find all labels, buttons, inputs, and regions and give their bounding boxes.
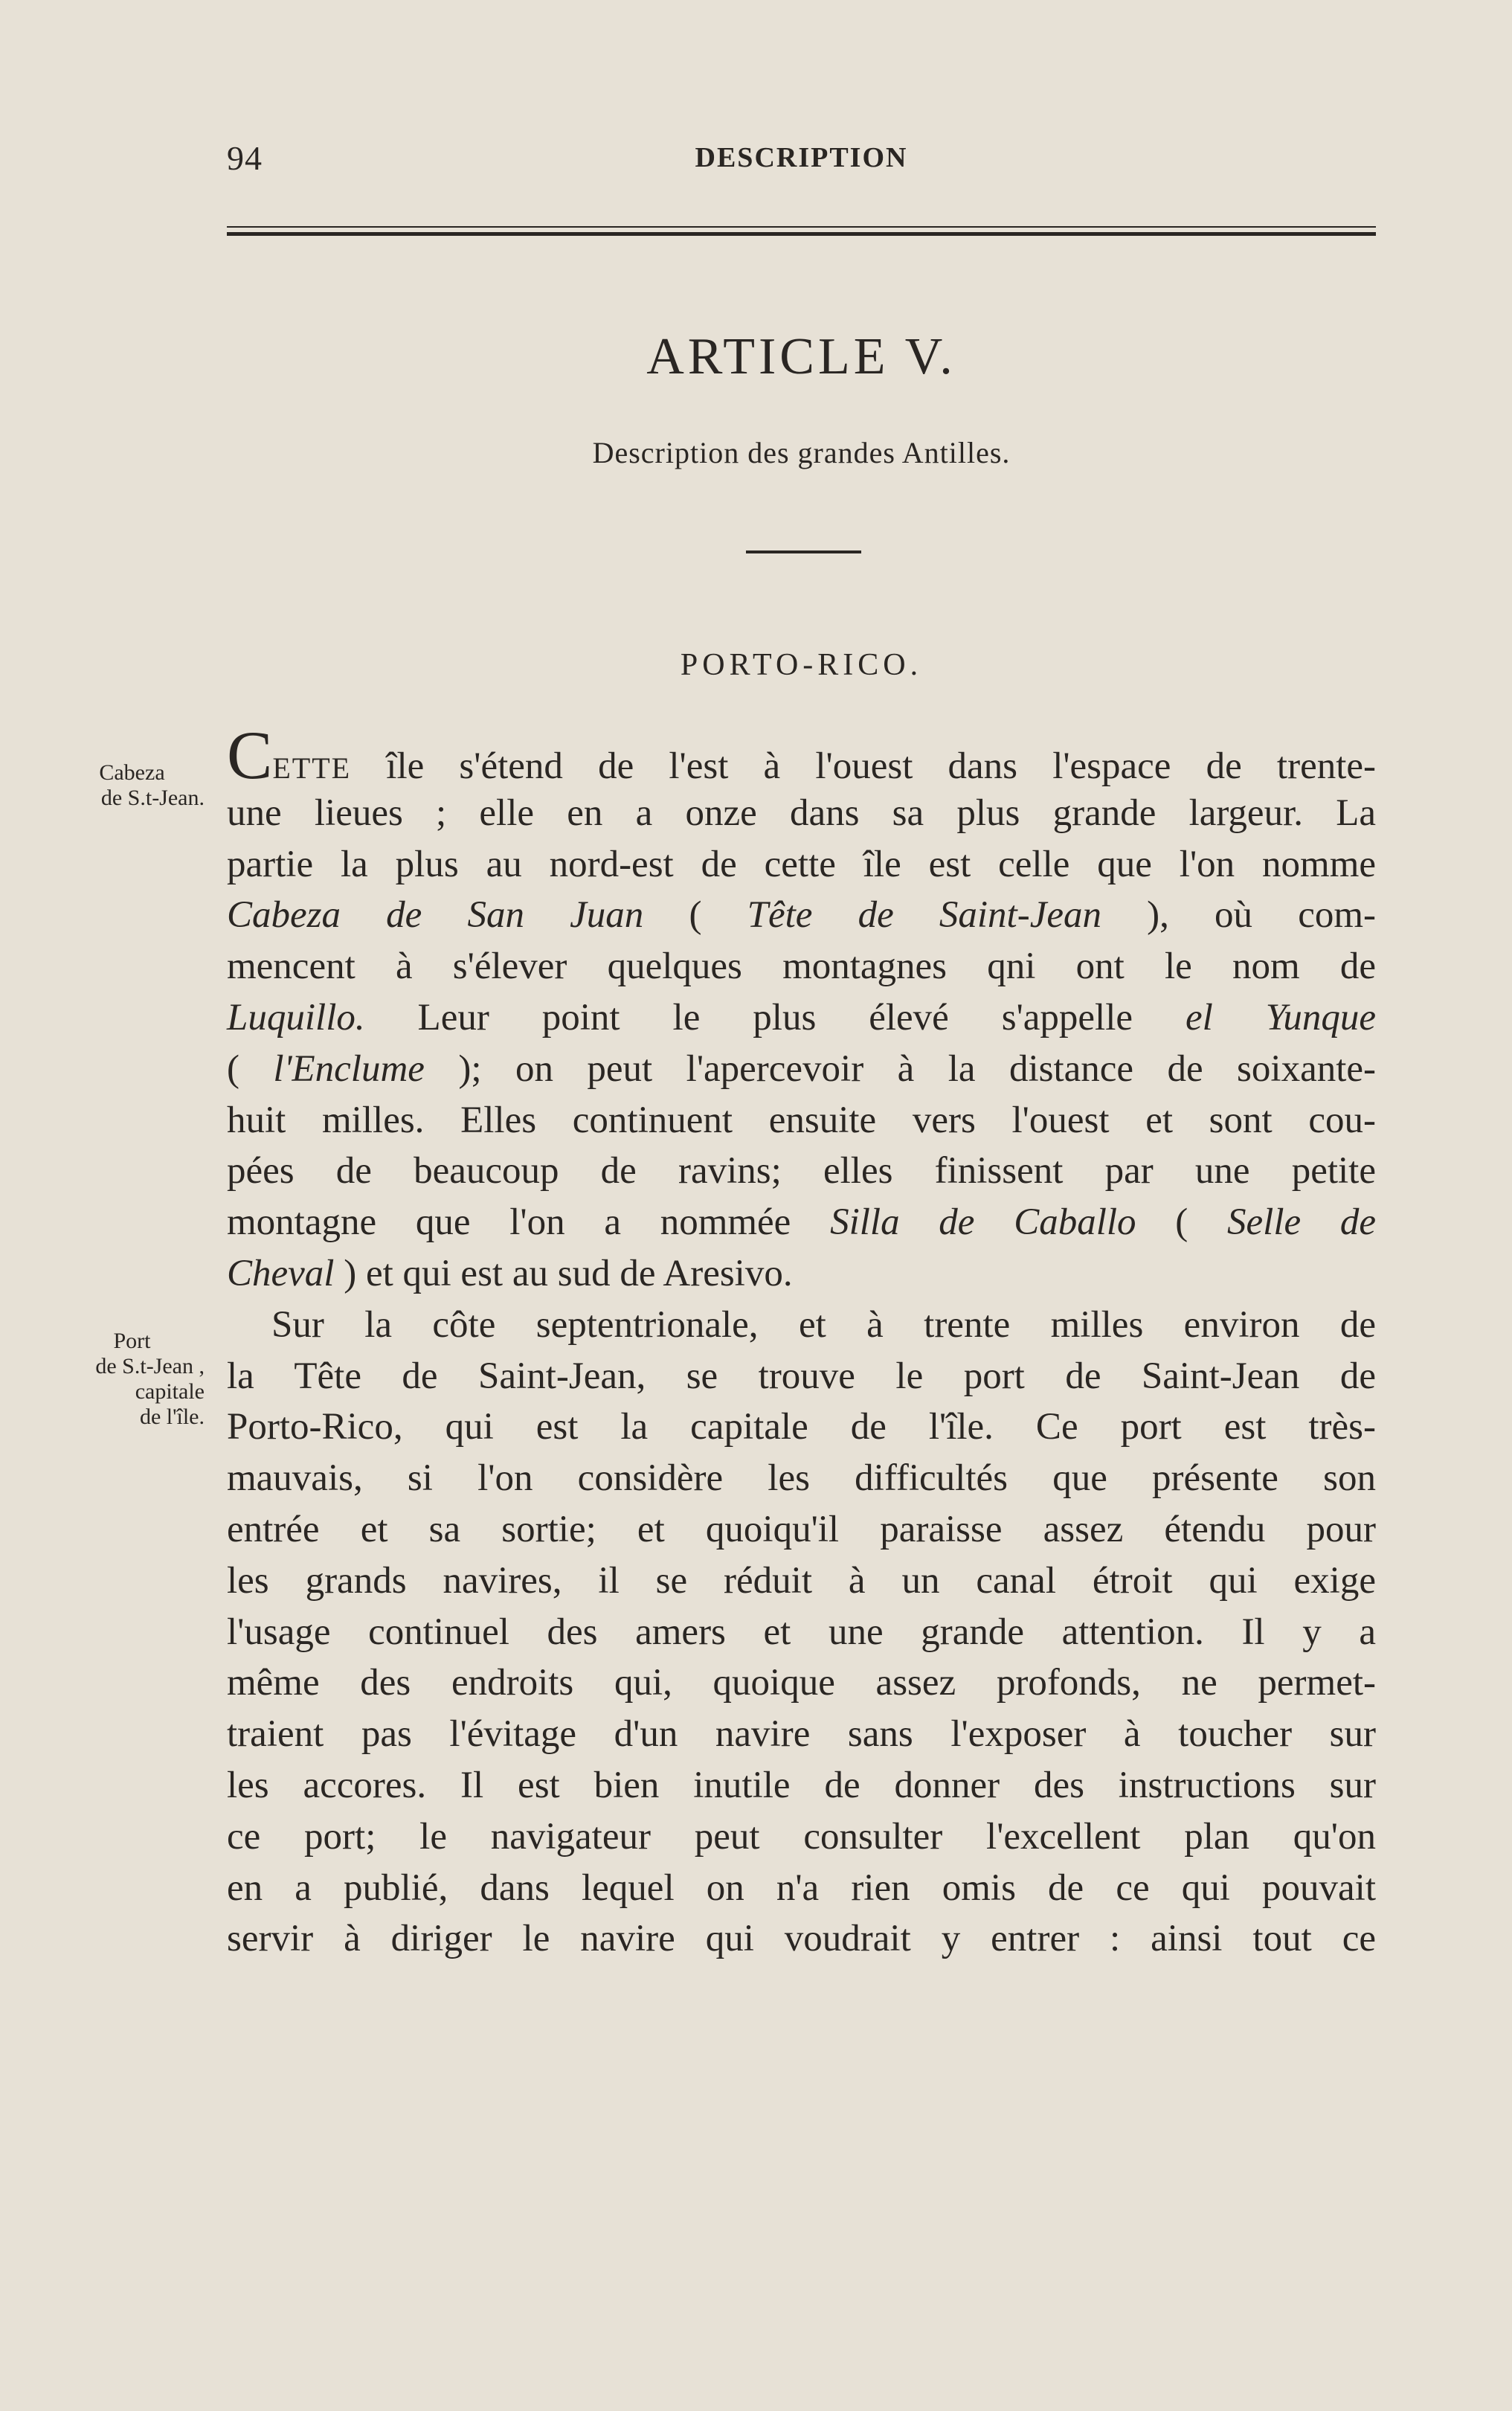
text-segment: ), où com- <box>1101 894 1377 937</box>
margin-note-line: de S.t-Jean. <box>100 786 205 810</box>
text-segment: Silla de Caballo <box>830 1201 1136 1244</box>
section-divider <box>746 550 861 553</box>
page-header <box>227 138 1376 183</box>
text-segment: ( <box>1136 1201 1228 1244</box>
text-line: mauvais, si l'on considère les difficultés que présente son <box>227 1457 1376 1500</box>
text-segment: ( <box>643 894 747 937</box>
text-line <box>227 1197 1376 1248</box>
text-line: huit milles. Elles continuent ensuite vers l'ouest et sont cou- <box>227 1099 1376 1141</box>
text-segment: el Yunque <box>1185 996 1377 1038</box>
margin-note-line: Cabeza <box>99 760 165 785</box>
text-line: l'usage continuel des amers et une grande attention. Il y a <box>227 1611 1376 1653</box>
margin-note-cabeza <box>30 760 205 811</box>
margin-note-port <box>30 1329 205 1430</box>
text-segment: ) et qui est au sud de Aresivo. <box>334 1252 793 1294</box>
text-segment: Tête de Saint-Jean <box>747 894 1101 937</box>
text-segment: Cheval <box>227 1252 335 1294</box>
text-line: partie la plus au nord-est de cette île est celle que l'on nomme <box>227 843 1376 885</box>
text-line <box>227 992 1376 1044</box>
text-line <box>227 717 1376 793</box>
text-line: ce port; le navigateur peut consulter l'excellent plan qu'on <box>227 1815 1376 1858</box>
margin-note-line: de S.t-Jean , <box>95 1354 205 1378</box>
text-line: entrée et sa sortie; et quoiqu'il paraisse assez étendu pour <box>227 1508 1376 1550</box>
text-line: pées de beaucoup de ravins; elles finissent par une petite <box>227 1150 1376 1192</box>
text-segment: ETTE <box>272 751 352 785</box>
margin-note-line: Port <box>113 1329 151 1353</box>
text-segment: Luquillo. <box>227 996 365 1038</box>
text-line: servir à diriger le navire qui voudrait y entrer : ainsi tout ce <box>227 1918 1376 1960</box>
text-line: les accores. Il est bien inutile de donner des instructions sur <box>227 1764 1376 1806</box>
text-segment: Leur point le plus élevé s'appelle <box>364 996 1186 1038</box>
page-number: 94 <box>227 139 263 177</box>
margin-note-line: de l'île. <box>139 1404 205 1429</box>
text-line: traient pas l'évitage d'un navire sans l'exposer à toucher sur <box>227 1713 1376 1756</box>
running-head: DESCRIPTION <box>695 142 908 173</box>
drop-cap: C <box>227 717 273 793</box>
text-line <box>227 890 1376 941</box>
body-text <box>227 717 1377 1965</box>
text-segment: l'Enclume <box>273 1047 425 1090</box>
text-line <box>227 1044 1376 1095</box>
article-subtitle: Description des grandes Antilles. <box>592 436 1011 469</box>
header-rule-thin <box>227 226 1376 228</box>
text-line: Porto-Rico, qui est la capitale de l'île. Ce port est très- <box>227 1406 1376 1448</box>
text-segment: Cabeza de San Juan <box>227 894 644 937</box>
text-segment: Selle de <box>1227 1201 1377 1244</box>
text-segment: ); on peut l'apercevoir à la distance de soixante- <box>424 1047 1376 1090</box>
text-segment: île s'étend de l'est à l'ouest dans l'espace de trente- <box>351 745 1376 787</box>
text-line: même des endroits qui, quoique assez profonds, ne permet- <box>227 1662 1376 1704</box>
text-segment: ( <box>227 1047 274 1090</box>
text-line: Sur la côte septentrionale, et à trente milles environ de <box>271 1303 1376 1346</box>
text-line: mencent à s'élever quelques montagnes qni ont le nom de <box>227 946 1376 988</box>
text-line <box>227 1248 1376 1300</box>
text-line: la Tête de Saint-Jean, se trouve le port de Saint-Jean de <box>227 1355 1376 1397</box>
article-heading: ARTICLE V. <box>646 328 956 385</box>
header-rule-thick <box>227 232 1376 236</box>
text-line: une lieues ; elle en a onze dans sa plus grande largeur. La <box>227 792 1376 834</box>
text-line: en a publié, dans lequel on n'a rien omis de ce qui pouvait <box>227 1866 1376 1909</box>
text-segment: montagne que l'on a nommée <box>227 1201 831 1244</box>
margin-note-line: capitale <box>135 1379 205 1404</box>
section-heading: PORTO-RICO. <box>680 648 923 682</box>
text-line: les grands navires, il se réduit à un canal étroit qui exige <box>227 1559 1376 1602</box>
